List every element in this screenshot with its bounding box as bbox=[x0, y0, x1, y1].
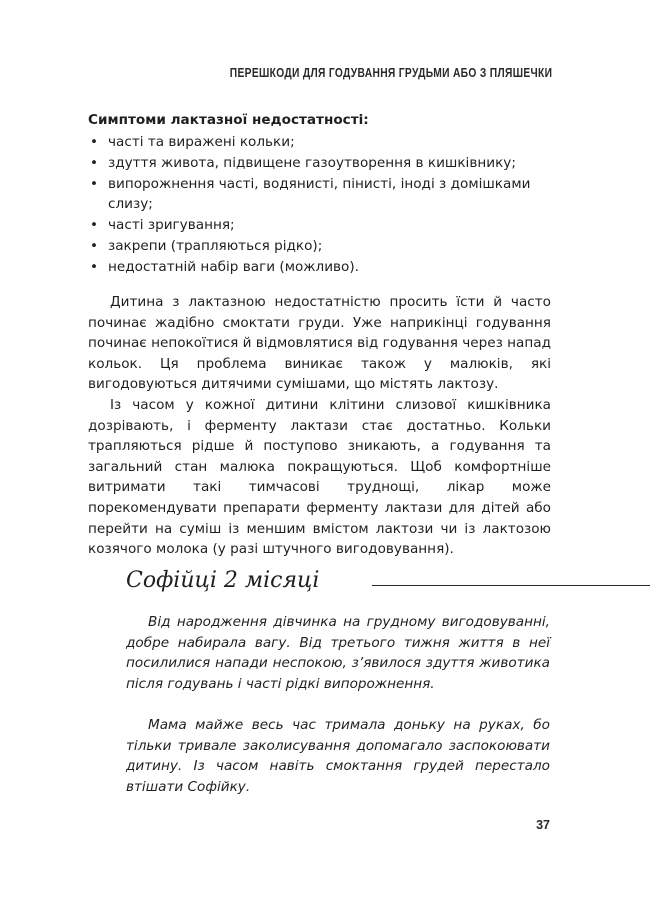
body-paragraph: Із часом у кожної дитини клітини слизової кишківника дозрівають, і ферменту лактази стає достатньо. Кольки трапляються рідше й поступово зникають, а годування та загальний стан малюка покращуються. Щоб комфортніше витримати такі тимчасові труднощі, лікар може порекомендувати препарати ферменту лактази для дітей або перейти на суміш із меншим вмістом лактози чи із лактозою козячого молока (у разі штучного вигодовування). bbox=[88, 397, 551, 558]
body-paragraph: Дитина з лактазною недостатністю просить їсти й часто починає жадібно смоктати груди. Уже наприкінці годування починає непокоїтися й відмовлятися від годування через напад кольок. Ця проблема виникає також у малюків, які вигодовуються дитячими сумішами, що містять лактозу. bbox=[88, 294, 551, 393]
case-study-title: Софійці 2 місяці bbox=[126, 568, 320, 593]
page-number: 37 bbox=[536, 818, 550, 832]
list-item: • недостатній набір ваги (можливо). bbox=[88, 257, 551, 278]
case-study-paragraph: Від народження дівчинка на грудному вигодовуванні, добре набирала вагу. Від третього тижня життя в неї посилилися напади неспокою, з’явилося здуття животика після годувань і часті рідкі випорожнення. bbox=[126, 614, 550, 692]
list-item: • часті та виражені кольки; bbox=[88, 132, 551, 153]
list-item: • часті зригування; bbox=[88, 215, 551, 236]
case-study-rule bbox=[372, 585, 650, 586]
symptoms-list bbox=[88, 132, 551, 278]
symptoms-heading: Симптоми лактазної недостатності: bbox=[88, 112, 369, 128]
list-item: • випорожнення часті, водянисті, пінисті, іноді з домішками слизу; bbox=[88, 174, 551, 216]
list-item: • здуття живота, підвищене газоутворення в кишківнику; bbox=[88, 153, 551, 174]
list-item: • закрепи (трапляються рідко); bbox=[88, 236, 551, 257]
running-head: ПЕРЕШКОДИ ДЛЯ ГОДУВАННЯ ГРУДЬМИ АБО З ПЛЯШЕЧКИ bbox=[229, 66, 552, 80]
case-study-paragraph: Мама майже весь час тримала доньку на руках, бо тільки тривале заколисування допомагало заспокоювати дитину. Із часом навіть смоктання грудей перестало втішати Софійку. bbox=[126, 717, 550, 795]
